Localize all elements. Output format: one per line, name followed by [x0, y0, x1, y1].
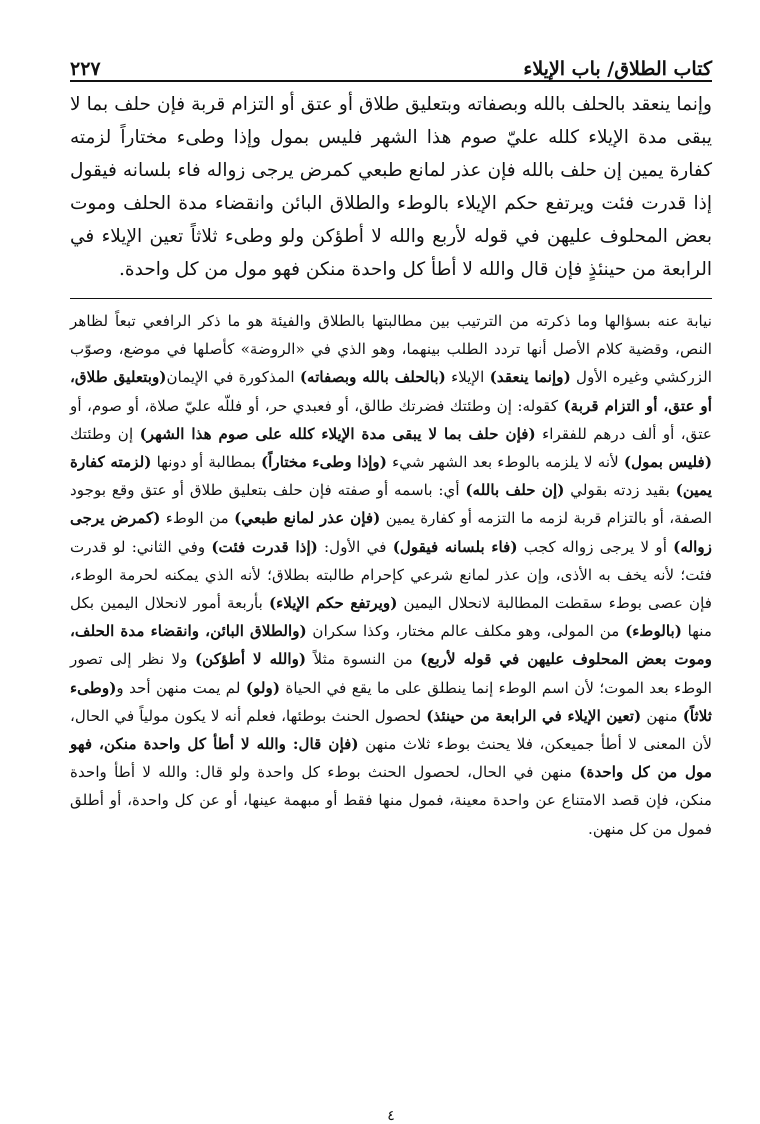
text-run: من المولى، وهو مكلف عالم مختار، وكذا سكران	[306, 622, 626, 641]
text-run: وإنما ينعقد بالحلف بالله وبصفاته وبتعليق طلاق أو عتق أو التزام قربة فإن حلف بما لا يبقى مدة الإيلاء كلله عليّ صوم هذا الشهر فليس بمول وإذا وطىء مختاراً لزمته كفارة يمين إن حلف بالله فإن عذر لمانع طبعي كمرض يرجى زواله فاء بلسانه فيقول إذا قدرت فئت ويرتفع حكم الإيلاء بالوطء والطلاق البائن وانقضاء مدة الحلف وموت بعض المحلوف عليهن في قوله لأربع والله لا أطؤكن ولو وطىء ثلاثاً تعين الإيلاء في الرابعة من حينئذٍ فإن قال والله لا أطأ كل واحدة منكن فهو مول من كل واحدة.	[70, 94, 712, 280]
text-run: بقيد زدته بقولي	[564, 481, 676, 500]
matn-quote: (كمرض يرجى زواله)	[70, 509, 712, 556]
text-run: المذكورة في الإيمان	[166, 368, 300, 387]
matn-quote: (فليس بمول)	[623, 453, 713, 472]
matn-quote: (وإنما ينعقد)	[489, 368, 571, 387]
matn-quote: (لزمته كفارة يمين)	[70, 453, 712, 500]
matn-quote: (بالوطء)	[625, 622, 682, 641]
matn-quote: (وإذا وطىء مختاراً)	[260, 453, 387, 472]
footnote-separator	[70, 298, 712, 299]
main-text	[70, 88, 712, 286]
text-run: لأنه لا يلزمه بالوطء بعد الشهر شيء	[386, 453, 624, 472]
matn-quote: (والله لا أطؤكن)	[194, 650, 307, 669]
matn-quote: (وطىء ثلاثاً)	[70, 678, 713, 725]
matn-quote: (والطلاق البائن، وانقضاء مدة الحلف، وموت بعض المحلوف عليهن في قوله لأربع)	[70, 622, 712, 669]
text-run: نيابة عنه بسؤالها وما ذكرته من الترتيب بين مطالبتها بالطلاق والفيئة هو ما ذكر الرافعي تبعاً لظاهر النص، وقضية كلام الأصل أنها تردد الطلب بينهما، وهو الذي في «الروضة» كأصلها في موضع، وصوّب الزركشي وغيره الأول	[70, 312, 713, 387]
text-run: في الأول:	[317, 537, 393, 556]
commentary	[70, 307, 712, 843]
text-run: وفي الثاني: لو قدرت فئت؛ لأنه يخف به الأذى، وإن عذر لمانع شرعي كإحرام طالبته بطلاق؛ لأنه الذي يمكنه لحرمة الوطء، فإن عصى بوطء سقطت المطالبة لانحلال اليمين	[70, 537, 712, 613]
matn-quote: (ولو)	[245, 678, 281, 697]
matn-quote: (ويرتفع حكم الإيلاء)	[268, 594, 398, 613]
main-paragraph	[70, 88, 712, 286]
page-number: ٢٢٧	[70, 58, 101, 80]
text-run: إن وطئتك	[70, 424, 140, 443]
text-run: بأربعة أمور لانحلال اليمين بكل منها	[70, 594, 712, 641]
matn-quote: (فإن قال: والله لا أطأ كل واحدة منكن، فهو مول من كل واحدة)	[70, 735, 712, 782]
matn-quote: (وبتعليق طلاق، أو عتق، أو التزام قربة)	[70, 368, 712, 415]
matn-quote: (بالحلف بالله وبصفاته)	[299, 368, 446, 387]
commentary-paragraph	[70, 307, 712, 843]
text-run: بمطالبة أو دونها	[151, 453, 261, 472]
book-page	[70, 40, 713, 1124]
matn-quote: (إذا قدرت فئت)	[211, 537, 318, 556]
text-run: الإيلاء	[445, 368, 490, 387]
text-run: من الوطء	[160, 509, 235, 528]
text-run: كقوله: إن وطئتك فضرتك طالق، أو فعبدي حر، أو فللّه عليّ صلاة، أو صوم، أو عتق، أو ألف درهم للفقراء	[70, 396, 712, 443]
text-run: لحصول الحنث بوطئها، فعلم أنه لا يكون مولياً في الحال، لأن المعنى لا أطأ جميعكن، فلا يحنث بوطء ثلاث منهن	[70, 706, 713, 754]
text-run: أو لا يرجى زواله كجب	[517, 537, 674, 556]
signature-mark: ٤	[387, 1108, 395, 1124]
matn-quote: (فإن عذر لمانع طبعي)	[234, 509, 381, 528]
text-run: ولا نظر إلى تصور الوطء بعد الموت؛ لأن اسم الوطء إنما ينطلق على ما يقع في الحياة	[70, 650, 712, 697]
chapter-title: كتاب الطلاق/ باب الإيلاء	[523, 58, 712, 80]
matn-quote: (فإن حلف بما لا يبقى مدة الإيلاء كلله على صوم هذا الشهر)	[139, 424, 536, 443]
text-run: أي: باسمه أو صفته فإن حلف بتعليق طلاق أو عتق وقع بوجود الصفة، أو بالتزام قربة لزمه ما التزمه أو كفارة يمين	[70, 481, 712, 528]
text-run: منهن في الحال، لحصول الحنث بوطء كل واحدة ولو قال: والله لا أطأ واحدة منكن، فإن قصد الامتناع عن واحدة معينة، فمول منها فقط أو مبهمة عينها، أو عن كل واحدة، أو أطلق فمول من كل منهن.	[70, 763, 712, 838]
matn-quote: (إن حلف بالله)	[465, 481, 565, 500]
running-header	[70, 40, 712, 82]
matn-quote: (فاء بلسانه فيقول)	[392, 537, 518, 556]
text-run: لم يمت منهن أحد و	[116, 678, 246, 697]
matn-quote: (تعين الإيلاء في الرابعة من حينئذ)	[426, 706, 642, 725]
text-run: من النسوة مثلاً	[306, 650, 421, 669]
text-run: منهن	[641, 706, 683, 725]
